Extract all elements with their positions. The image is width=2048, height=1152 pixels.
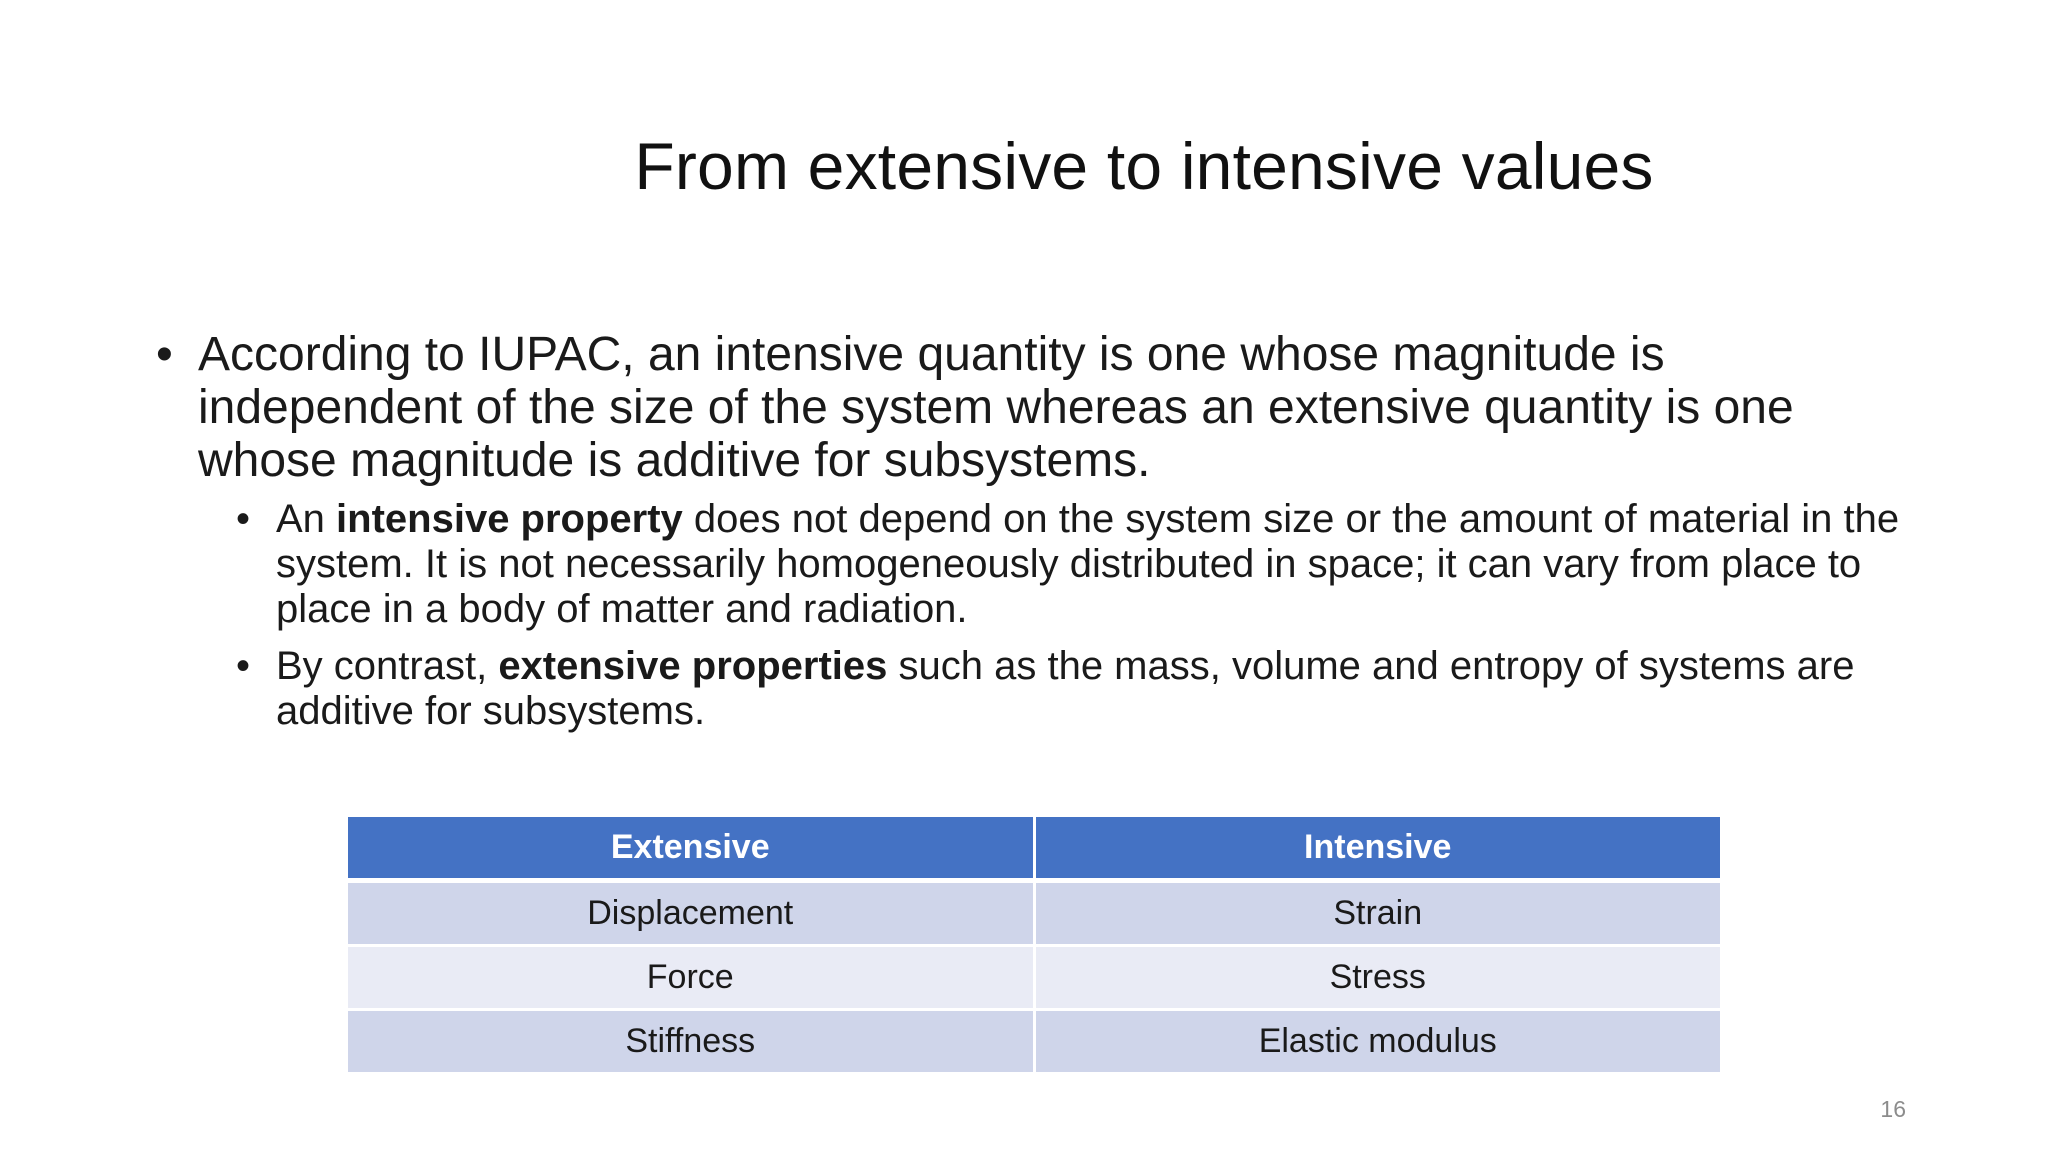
table-cell: Elastic modulus — [1034, 1010, 1722, 1074]
comparison-table — [345, 814, 1723, 1075]
table-cell: Strain — [1034, 881, 1722, 946]
slide-title: From extensive to intensive values — [634, 129, 1654, 203]
slide-body — [150, 328, 1930, 734]
bullet-dot-icon: • — [236, 644, 251, 688]
sub-bullet-1-suffix: does not depend on the system size or the amount of material in the system. It is not necessarily homogeneously distributed in space; it can vary from place to place in a body of matter and radiation. — [276, 497, 1900, 631]
table-header-intensive: Intensive — [1034, 816, 1722, 881]
sub-bullet-2-suffix: such as the mass, volume and entropy of systems are additive for subsystems. — [276, 644, 1855, 733]
table-cell: Force — [347, 946, 1035, 1010]
sub-bullet-1-prefix: An — [276, 497, 337, 541]
sub-bullet-intensive — [150, 497, 1930, 632]
table-row — [347, 1010, 1722, 1074]
sub-bullet-2-bold: extensive properties — [498, 644, 888, 688]
bullet-dot-icon: • — [156, 328, 173, 381]
table-row — [347, 946, 1722, 1010]
table-cell: Displacement — [347, 881, 1035, 946]
table-header-extensive: Extensive — [347, 816, 1035, 881]
comparison-table-container — [345, 814, 1723, 1075]
table-cell: Stress — [1034, 946, 1722, 1010]
table-row — [347, 881, 1722, 946]
table-header-row — [347, 816, 1722, 881]
sub-bullet-2-prefix: By contrast, — [276, 644, 499, 688]
sub-bullet-1-bold: intensive property — [336, 497, 683, 541]
bullet-dot-icon: • — [236, 497, 251, 541]
page-number: 16 — [1880, 1096, 1906, 1122]
table-cell: Stiffness — [347, 1010, 1035, 1074]
bullet-main — [150, 328, 1930, 487]
bullet-main-text: According to IUPAC, an intensive quantity is one whose magnitude is independent of the size of the system whereas an extensive quantity is one whose magnitude is additive for subsystems. — [198, 328, 1794, 487]
sub-bullet-extensive — [150, 644, 1930, 734]
